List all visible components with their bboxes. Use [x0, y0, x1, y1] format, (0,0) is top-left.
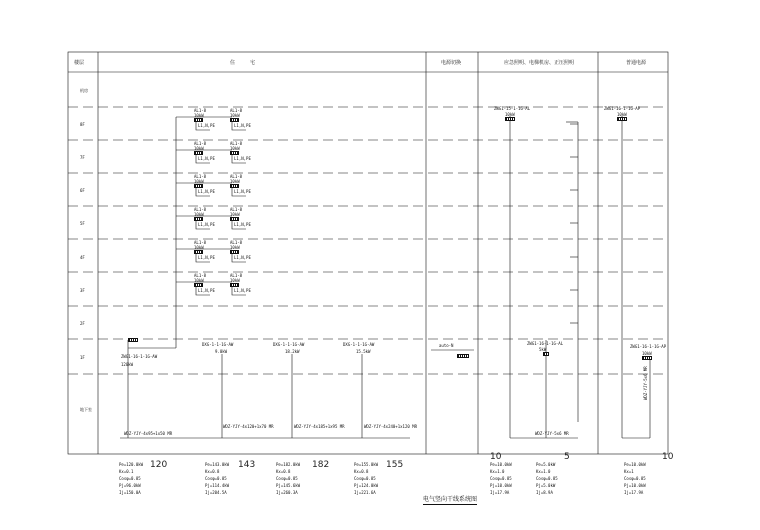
- unit-cable: L1,N,PE: [234, 255, 251, 260]
- unit-breaker-symbol: [230, 217, 239, 221]
- floor-label: 8F: [80, 122, 85, 127]
- summary-total: 10: [662, 452, 674, 462]
- summary-cos: Cosφ=0.85: [354, 476, 376, 481]
- unit-breaker-symbol: [230, 118, 239, 122]
- header-switch: 电源切换: [441, 60, 462, 66]
- unit-breaker-symbol: [230, 184, 239, 188]
- unit-box-id: AL1-8: [230, 240, 243, 245]
- unit-cable: L1,N,PE: [198, 255, 215, 260]
- floor-label: 2F: [80, 321, 85, 326]
- feeder-1-label: DXG-1-1-1G-AW: [202, 342, 234, 347]
- switch-symbol: [457, 354, 469, 358]
- header-emergency: 应急照明、电梯机房、正压照明: [504, 60, 575, 66]
- unit-breaker-symbol: [194, 283, 203, 287]
- unit-box-power: 10kW: [230, 113, 240, 118]
- d-mid-label: ZWG1-16-1-1G-AP: [630, 344, 667, 349]
- c-mid-symbol: [543, 352, 549, 356]
- feeder-1-power: 9.0kW: [215, 349, 228, 354]
- summary-kx: Kx=0.8: [205, 469, 220, 474]
- unit-cable: L1,N,PE: [198, 156, 215, 161]
- summary-ij: Ij=150.0A: [119, 490, 141, 495]
- unit-breaker-symbol: [194, 217, 203, 221]
- summary-total: 10: [490, 452, 502, 462]
- unit-breaker-symbol: [230, 283, 239, 287]
- cable-main: WDZ-YJY-4x95+1x50 MR: [124, 431, 173, 436]
- floor-label: 地下室: [80, 407, 92, 412]
- cable-c: WDZ-YJY-5x6 MR: [535, 431, 569, 436]
- unit-breaker-symbol: [194, 118, 203, 122]
- summary-total: 5: [564, 452, 570, 462]
- unit-box-power: 10kW: [230, 146, 240, 151]
- load-summary: [119, 462, 143, 497]
- summary-cos: Cosφ=0.85: [624, 476, 646, 481]
- summary-total: 143: [238, 460, 256, 470]
- summary-kx: Kx=0.8: [354, 469, 369, 474]
- unit-box-id: AL1-8: [230, 174, 243, 179]
- summary-pj: Pj=96.0kW: [119, 483, 141, 488]
- floor-label: 4F: [80, 255, 85, 260]
- unit-cable: L1,N,PE: [198, 288, 215, 293]
- unit-box-power: 10kW: [230, 179, 240, 184]
- summary-pe: Pe=120.0kW: [119, 462, 144, 467]
- load-summary: [536, 462, 558, 497]
- summary-pj: Pj=10.0kW: [490, 483, 512, 488]
- summary-pj: Pj=114.4kW: [205, 483, 230, 488]
- unit-box-power: 10kW: [194, 245, 204, 250]
- header-normal: 普通电源: [626, 60, 647, 66]
- feeder-3-power: 15.5kW: [356, 349, 371, 354]
- unit-cable: L1,N,PE: [234, 222, 251, 227]
- unit-breaker-symbol: [230, 250, 239, 254]
- summary-total: 182: [312, 460, 330, 470]
- unit-box-power: 10kW: [230, 245, 240, 250]
- unit-cable: L1,N,PE: [198, 123, 215, 128]
- unit-breaker-symbol: [194, 151, 203, 155]
- unit-breaker-symbol: [194, 250, 203, 254]
- summary-cos: Cosφ=0.85: [490, 476, 512, 481]
- summary-pe: Pe=155.0kW: [354, 462, 379, 467]
- unit-box-id: AL1-8: [194, 273, 207, 278]
- floor-label: 5F: [80, 221, 85, 226]
- unit-cable: L1,N,PE: [234, 288, 251, 293]
- summary-total: 120: [150, 460, 168, 470]
- summary-kx: Kx=0.1: [119, 469, 134, 474]
- summary-ij: Ij=204.5A: [205, 490, 227, 495]
- unit-box-id: AL1-8: [194, 141, 207, 146]
- d-mid-power: 10kW: [642, 351, 652, 356]
- summary-pe: Pe=10.0kW: [624, 462, 646, 467]
- unit-box-power: 10kW: [230, 278, 240, 283]
- summary-pe: Pe=10.0kW: [490, 462, 512, 467]
- summary-ij: Ij=260.3A: [276, 490, 298, 495]
- header-residential: 住 宅: [230, 60, 256, 66]
- unit-box-id: AL1-8: [194, 108, 207, 113]
- c-mid-label: ZWG1-16-1-1G-AL: [527, 341, 564, 346]
- summary-cos: Cosφ=0.85: [119, 476, 141, 481]
- diagram-title: 电气竖向干线系统图: [423, 496, 478, 503]
- unit-cable: L1,N,PE: [198, 222, 215, 227]
- unit-box-id: AL1-8: [194, 174, 207, 179]
- d-mid-symbol: [642, 356, 652, 360]
- summary-cos: Cosφ=0.85: [205, 476, 227, 481]
- summary-ij: Ij=8.9A: [536, 490, 553, 495]
- summary-ij: Ij=221.6A: [354, 490, 376, 495]
- unit-breaker-symbol: [194, 184, 203, 188]
- floor-label: 1F: [80, 355, 85, 360]
- header-floor: 楼层: [74, 60, 85, 66]
- unit-box-id: AL1-8: [230, 273, 243, 278]
- switch-label: auto-N: [439, 343, 454, 348]
- cable-d: WDZ-YJY-5x6 MR: [643, 366, 648, 400]
- d-top-power: 10kW: [617, 112, 627, 117]
- feeder-2-label: DXG-1-1-1G-AW: [273, 342, 305, 347]
- unit-box-power: 10kW: [194, 146, 204, 151]
- summary-ij: Ij=17.9A: [624, 490, 644, 495]
- unit-box-power: 10kW: [194, 212, 204, 217]
- unit-box-power: 10kW: [194, 278, 204, 283]
- load-summary: [205, 462, 229, 497]
- unit-breaker-symbol: [230, 151, 239, 155]
- unit-cable: L1,N,PE: [234, 156, 251, 161]
- feeder-3-label: DXG-1-1-1G-AW: [343, 342, 375, 347]
- floor-label: 3F: [80, 288, 85, 293]
- c-top-label: ZWG1-15-1-1G-AL: [494, 106, 531, 111]
- floor-label: 机房: [80, 88, 88, 93]
- summary-total: 155: [386, 460, 404, 470]
- summary-pj: Pj=10.0kW: [624, 483, 646, 488]
- summary-kx: Kx=0.8: [276, 469, 291, 474]
- unit-box-id: AL1-8: [194, 207, 207, 212]
- unit-box-id: AL1-8: [194, 240, 207, 245]
- load-summary: [624, 462, 646, 497]
- summary-pe: Pe=143.0kW: [205, 462, 230, 467]
- cable-f3: WDZ-YJY-4x240+1x120 MR: [364, 424, 417, 429]
- summary-ij: Ij=17.9A: [490, 490, 510, 495]
- c-top-symbol: [505, 117, 515, 121]
- cable-f2: WDZ-YJY-4x185+1x95 MR: [294, 424, 345, 429]
- unit-box-id: AL1-8: [230, 108, 243, 113]
- summary-pj: Pj=145.6kW: [276, 483, 301, 488]
- summary-kx: Kx=1: [624, 469, 634, 474]
- unit-box-power: 10kW: [194, 179, 204, 184]
- d-top-label: ZWG1-16-1-1G-AP: [604, 106, 641, 111]
- c-top-power: 10kW: [505, 112, 515, 117]
- floor-label: 7F: [80, 155, 85, 160]
- summary-pj: Pj=124.0kW: [354, 483, 379, 488]
- unit-cable: L1,N,PE: [198, 189, 215, 194]
- unit-cable: L1,N,PE: [234, 189, 251, 194]
- summary-kx: Kx=1.0: [536, 469, 551, 474]
- load-summary: [490, 462, 512, 497]
- feeder-2-power: 18.2kW: [285, 349, 300, 354]
- main-feeder-label: ZWG1-16-1-1G-AW: [121, 354, 158, 359]
- floor-label: 6F: [80, 188, 85, 193]
- c-mid-power: 5kW: [539, 347, 547, 352]
- load-summary: [276, 462, 300, 497]
- summary-kx: Kx=1.0: [490, 469, 505, 474]
- summary-cos: Cosφ=0.85: [276, 476, 298, 481]
- main-feeder-power: 120kW: [121, 362, 134, 367]
- main-breaker-symbol: [128, 338, 138, 342]
- summary-cos: Cosφ=0.85: [536, 476, 558, 481]
- unit-box-id: AL1-8: [230, 207, 243, 212]
- load-summary: [354, 462, 378, 497]
- summary-pe: Pe=5.0kW: [536, 462, 556, 467]
- summary-pj: Pj=5.0kW: [536, 483, 556, 488]
- summary-pe: Pe=182.0kW: [276, 462, 301, 467]
- unit-box-id: AL1-8: [230, 141, 243, 146]
- tick-marks: [570, 124, 578, 323]
- d-top-symbol: [617, 117, 627, 121]
- unit-cable: L1,N,PE: [234, 123, 251, 128]
- cable-f1: WDZ-YJY-4x120+1x70 MR: [223, 424, 274, 429]
- unit-box-power: 10kW: [230, 212, 240, 217]
- unit-box-power: 10kW: [194, 113, 204, 118]
